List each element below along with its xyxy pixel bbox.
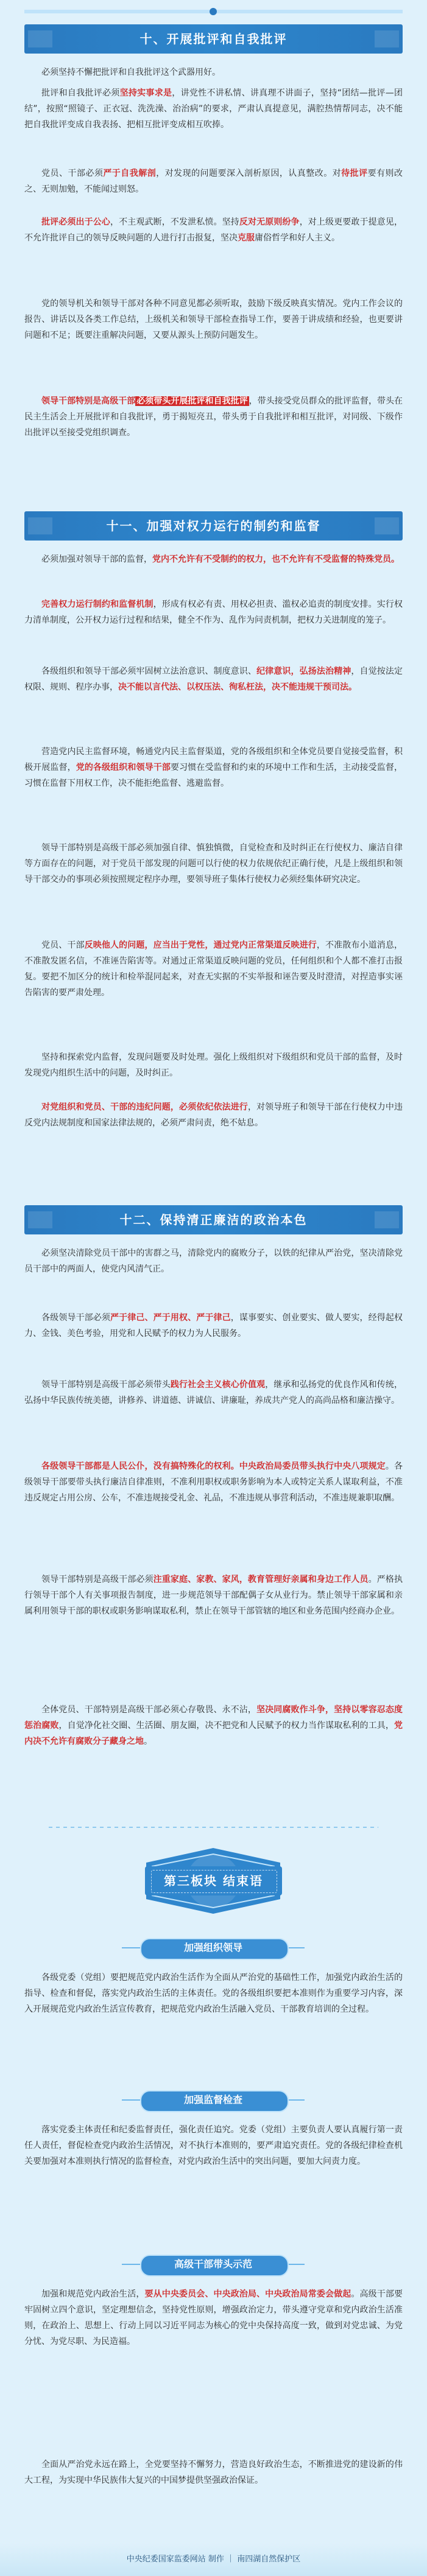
paragraph: 各级领导干部都是人民公仆，没有搞特殊化的权利。中央政治局委员带头执行中央八项规定。各级领导干部要带头执行廉洁自律准则，不准利用职权或职务影响为本人或特定关系人谋取利益，不准违反规定占用公房、公车，不准违规接受礼金、礼品，不准违规从事营利活动，不准违规兼职取酬。 [24,1461,403,1503]
subsection-a-title: 加强组织领导 [183,1942,242,1953]
subsection-c-header [122,2252,305,2277]
section-10-title: 十、开展批评和自我批评 [139,32,288,46]
subsection-c-title: 高级干部带头示范 [174,2258,252,2270]
paragraph: 领导干部特别是高级干部 必须带头开展批评和自我批评 ，带头接受党员群众的批评监督，带头在民主生活会上开展批评和自我批评，勇于揭短亮丑，带头勇于自我批评和相互批评，对同级、下级作出批评以至接受党组织调查。 [24,396,403,438]
section-12-title: 十二、保持清正廉洁的政治本色 [119,1213,308,1227]
paragraph: 领导干部特别是高级干部必须加强自律、慎独慎微，自觉检查和及时纠正在行使权力、廉洁自律等方面存在的问题，对于党员干部发现的问题可以行使的权力依规依纪正确行使，凡是上级组织和领导干部交办的事项必须按照规定程序办理，要领导班子集体行使权力必须经集体研究决定。 [24,843,403,884]
footer [0,2543,427,2576]
subsection-b-title: 加强监督检查 [183,2094,242,2105]
paragraph: 全体党员、干部特别是高级干部必须心存敬畏、永不沾，坚决同腐败作斗争，坚持以零容忍态度惩治腐败，自觉净化社交圈、生活圈、朋友圈，决不把党和人民赋予的权力当作谋取私利的工具，党内决不允许有腐败分子藏身之地。 [24,1705,403,1746]
top-ornament [0,0,427,24]
paragraph: 落实党委主体责任和纪委监督责任，强化责任追究。党委（党组）主要负责人要认真履行第一责任人责任，督促检查党内政治生活情况，对不执行本准则的，要严肃追究责任。党的各级纪律检查机关要加强对本准则执行情况的监督检查，对党内政治生活中的突出问题，要加大问责力度。 [24,2125,403,2166]
paragraph: 对党组织和党员、干部的违纪问题，必须依纪依法进行，对领导班子和领导干部在行使权力中违反党内法规制度和国家法律法规的，必须严肃问责，绝不姑息。 [24,1102,403,1128]
paragraph: 各级党委（党组）要把规范党内政治生活作为全面从严治党的基础性工作，加强党内政治生活的指导、检查和督促，落实党内政治生活的主体责任。党的各级组织要把本准则作为重要学习内容，深入开展规范党内政治生活宣传教育，把规范党内政治生活融入党员、干部教育培训的全过程。 [24,1973,403,2014]
paragraph: 必须坚决清除党员干部中的害群之马，清除党内的腐败分子，以铁的纪律从严治党，坚决清除党员干部中的两面人，使党内风清气正。 [24,1248,403,1274]
section-10-header [24,24,403,54]
subsection-b-header [122,2088,305,2112]
divider-ornament [0,1820,427,1835]
paragraph: 必须加强对领导干部的监督，党内不允许有不受制约的权力，也不允许有不受监督的特殊党员。 [41,555,400,564]
part-3-title-box [145,1866,282,1895]
paragraph: 党员、干部反映他人的问题，应当出于党性，通过党内正常渠道反映进行，不准散布小道消息，不准散发匿名信，不准诬告陷害等。对通过正常渠道反映问题的党员，任何组织和个人都不准打击报复。要把不加区分的统计和检举混同起来，对查无实据的不实举报和诬告要及时澄清，对捏造事实诬告陷害的要严肃处理。 [24,940,403,998]
paragraph: 党的领导机关和领导干部对各种不同意见都必须听取，鼓励下级反映真实情况。党内工作会议的报告、讲话以及各类工作总结，上级机关和领导干部检查指导工作，要善于讲成绩和经验，也更要讲问题和不足；既要注重解决问题，又要从源头上预防问题发生。 [24,299,403,340]
paragraph: 营造党内民主监督环境，畅通党内民主监督渠道，党的各级组织和全体党员要自觉接受监督，积极开展监督，党的各级组织和领导干部要习惯在受监督和约束的环境中工作和生活，主动接受监督，习惯在监督下用权工作，决不能拒绝监督、逃避监督。 [24,747,403,788]
paragraph: 加强和规范党内政治生活，要从中央委员会、中央政治局、中央政治局常委会做起。高级干部要牢固树立四个意识，坚定理想信念，坚持党性原则，增强政治定力，带头遵守党章和党内政治生活准则，在政治上、思想上、行动上同以习近平同志为核心的党中央保持高度一致，做到对党忠诚、为党分忧、为党尽职、为民造福。 [24,2289,403,2347]
paragraph: 完善权力运行制约和监督机制，形成有权必有责、用权必担责、滥权必追责的制度安排。实行权力清单制度，公开权力运行过程和结果，健全不作为、乱作为问责机制，把权力关进制度的笼子。 [24,600,403,625]
paragraph: 各级领导干部必须严于律己、严于用权、严于律己，谋事要实、创业要实、做人要实，经得起权力、金钱、美色考验，用党和人民赋予的权力为人民服务。 [24,1313,403,1339]
section-11-header [24,511,403,541]
footer-credit: 中央纪委国家监委网站 制作 ｜ 南四湖自然保护区 [126,2555,301,2564]
paragraph: 领导干部特别是高级干部必须带头践行社会主义核心价值观，继承和弘扬党的优良作风和传统，弘扬中华民族传统美德，讲修养、讲道德、讲诚信、讲廉耻，养成共产党人的高尚品格和廉洁操守。 [24,1380,403,1405]
section-11-title: 十一、加强对权力运行的制约和监督 [106,519,321,533]
paragraph: 必须坚持不懈把批评和自我批评这个武器用好。 [41,68,221,77]
section-12-header [24,1205,403,1234]
paragraph: 各级组织和领导干部必须牢固树立法治意识、制度意识、纪律意识，弘扬法治精神，自觉按法定权限、规则、程序办事，决不能以言代法、以权压法、徇私枉法，决不能违规干预司法。 [24,667,403,692]
paragraph: 党员、干部必须严于自我解剖，对发现的问题要深入剖析原因，认真整改。对待批评要有则改之、无则加勉，不能闻过则怒。 [24,169,403,194]
paragraph: 领导干部特别是高级干部必须注重家庭、家教、家风，教育管理好亲属和身边工作人员。严格执行领导干部个人有关事项报告制度，进一步规范领导干部配偶子女从业行为。禁止领导干部家属和亲属利用领导干部的职权或职务影响谋取私利，禁止在领导干部管辖的地区和业务范围内经商办企业。 [24,1575,403,1616]
part-3-subtitle: 结束语 [222,1874,263,1888]
paragraph: 全面从严治党永远在路上，全党要坚持不懈努力，营造良好政治生态，不断推进党的建设新的伟大工程，为实现中华民族伟大复兴的中国梦提供坚强政治保证。 [24,2460,403,2485]
paragraph: 批评和自我批评必须坚持实事求是，讲党性不讲私情、讲真理不讲面子，坚持“团结—批评—团结”，按照“照镜子、正衣冠、洗洗澡、治治病”的要求，严肃认真提意见，满腔热情帮同志，决不能把自我批评变成自我表扬、把相互批评变成相互吹捧。 [24,88,403,130]
paragraph: 坚持和探索党内监督，发现问题要及时处理。强化上级组织对下级组织和党员干部的监督，及时发现党内组织生活中的问题，及时纠正。 [24,1052,403,1078]
part-3-label: 第三板块 [164,1874,218,1888]
subsection-a-header [122,1936,305,1960]
paragraph: 批评必须出于公心，不主观武断，不发泄私愤。坚持反对无原则纷争，对上级更要敢于提意见，不允许批评自己的领导反映问题的人进行打击报复，坚决克服庸俗哲学和好人主义。 [24,217,403,243]
